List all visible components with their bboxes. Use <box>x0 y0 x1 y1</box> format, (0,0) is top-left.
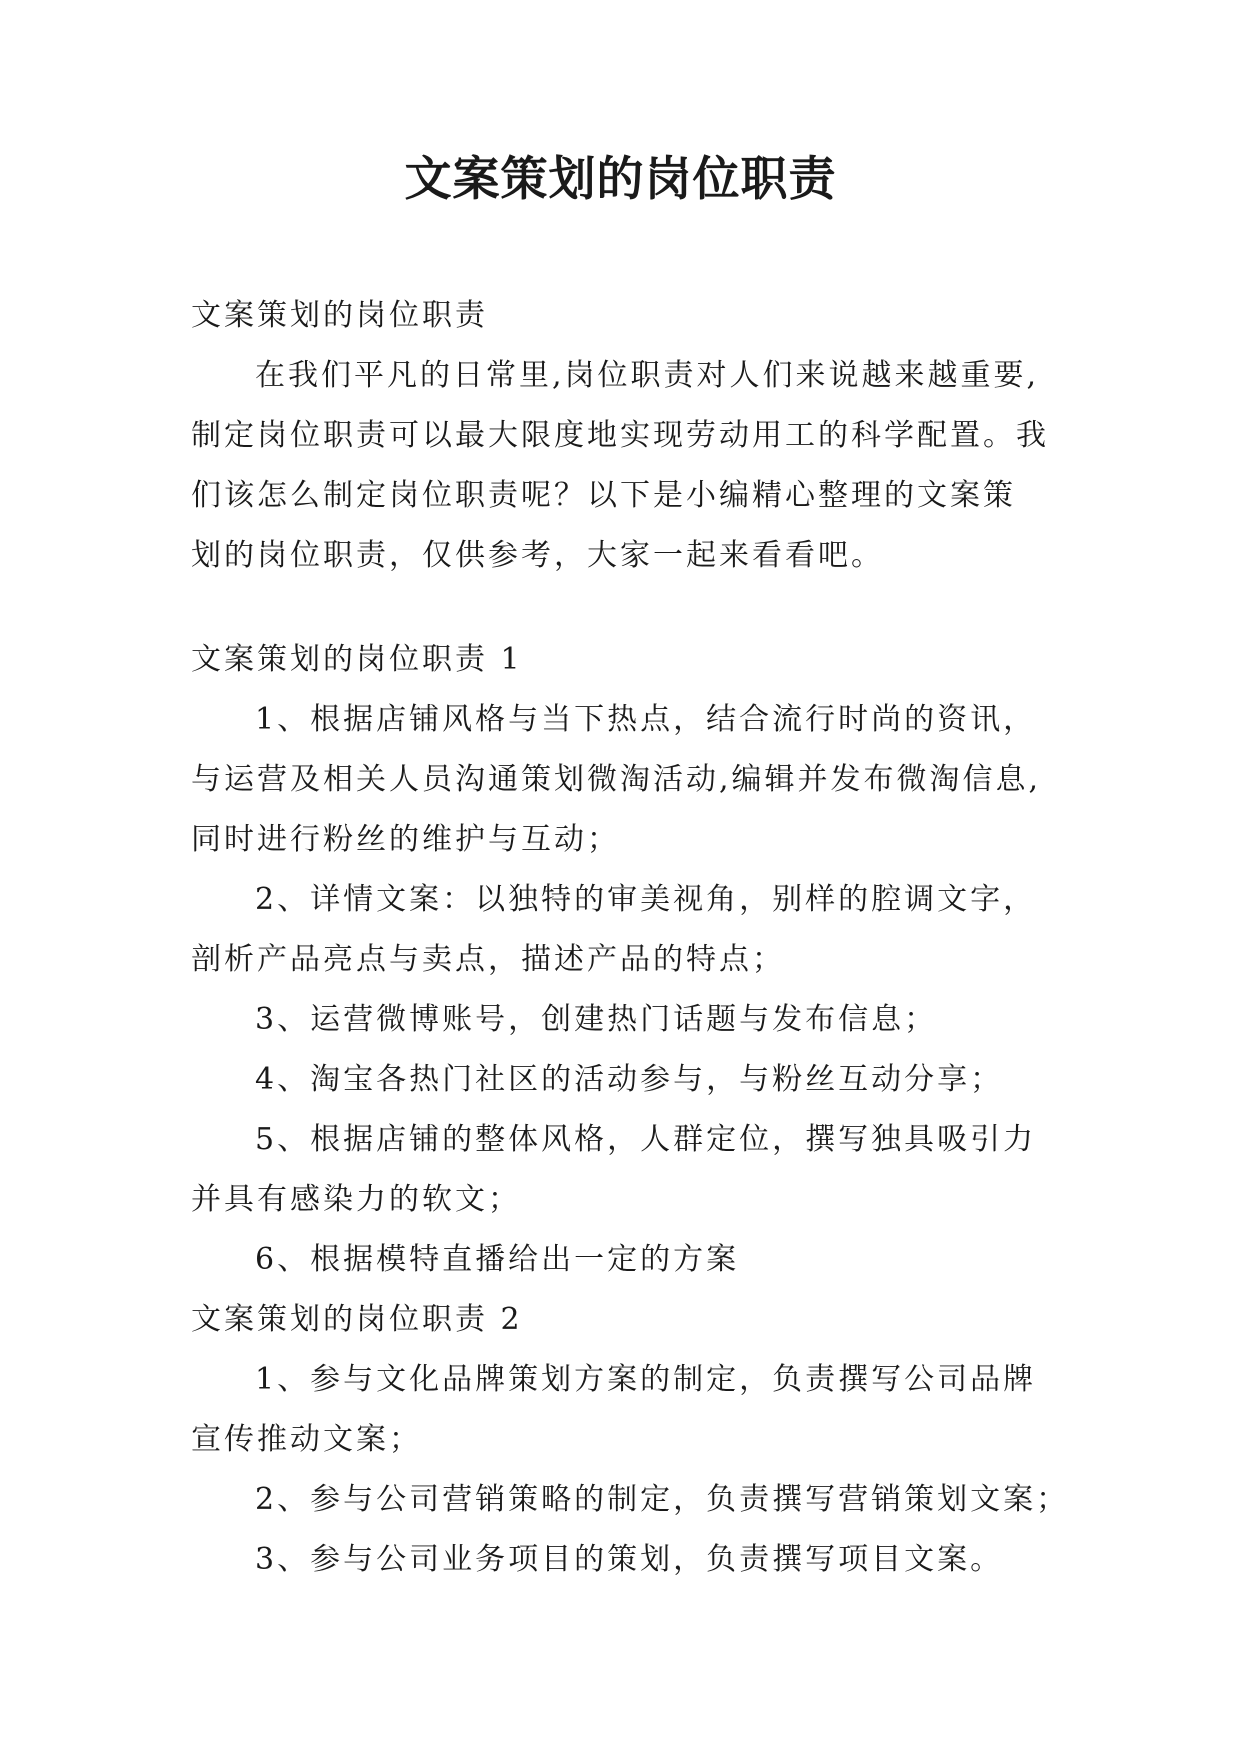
section-2-heading: 文案策划的岗位职责 2 <box>191 1302 523 1337</box>
section-2-line: 2、参与公司营销策略的制定，负责撰写营销策划文案； <box>255 1482 1070 1517</box>
section-1-line: 与运营及相关人员沟通策划微淘活动,编辑并发布微淘信息, <box>191 762 1042 797</box>
section-1-line: 2、详情文案：以独特的审美视角，别样的腔调文字， <box>255 882 1037 917</box>
section-1-line: 4、淘宝各热门社区的活动参与，与粉丝互动分享； <box>255 1062 1004 1097</box>
section-1-line: 3、运营微博账号，创建热门话题与发布信息； <box>255 1002 938 1037</box>
section-1-line: 同时进行粉丝的维护与互动； <box>191 822 620 857</box>
section-1-line: 1、根据店铺风格与当下热点，结合流行时尚的资讯， <box>255 702 1037 737</box>
intro-line: 制定岗位职责可以最大限度地实现劳动用工的科学配置。我 <box>191 418 1049 453</box>
section-1-line: 6、根据模特直播给出一定的方案 <box>255 1242 740 1277</box>
section-2-line: 3、参与公司业务项目的策划，负责撰写项目文案。 <box>255 1542 1004 1577</box>
section-1-heading: 文案策划的岗位职责 1 <box>191 642 523 677</box>
intro-line: 们该怎么制定岗位职责呢？以下是小编精心整理的文案策 <box>191 478 1016 513</box>
section-1-line: 剖析产品亮点与卖点，描述产品的特点； <box>191 942 785 977</box>
intro-line: 划的岗位职责，仅供参考，大家一起来看看吧。 <box>191 538 884 573</box>
section-2-line: 1、参与文化品牌策划方案的制定，负责撰写公司品牌 <box>255 1362 1037 1397</box>
document-title: 文案策划的岗位职责 <box>404 152 837 207</box>
document-body <box>191 286 1071 1590</box>
paragraph-gap <box>191 586 1071 630</box>
section-heading: 文案策划的岗位职责 <box>191 298 488 333</box>
intro-line: 在我们平凡的日常里,岗位职责对人们来说越来越重要, <box>255 358 1040 393</box>
section-1-line: 5、根据店铺的整体风格，人群定位，撰写独具吸引力 <box>255 1122 1037 1157</box>
section-1-line: 并具有感染力的软文； <box>191 1182 521 1217</box>
section-2-line: 宣传推动文案； <box>191 1422 422 1457</box>
